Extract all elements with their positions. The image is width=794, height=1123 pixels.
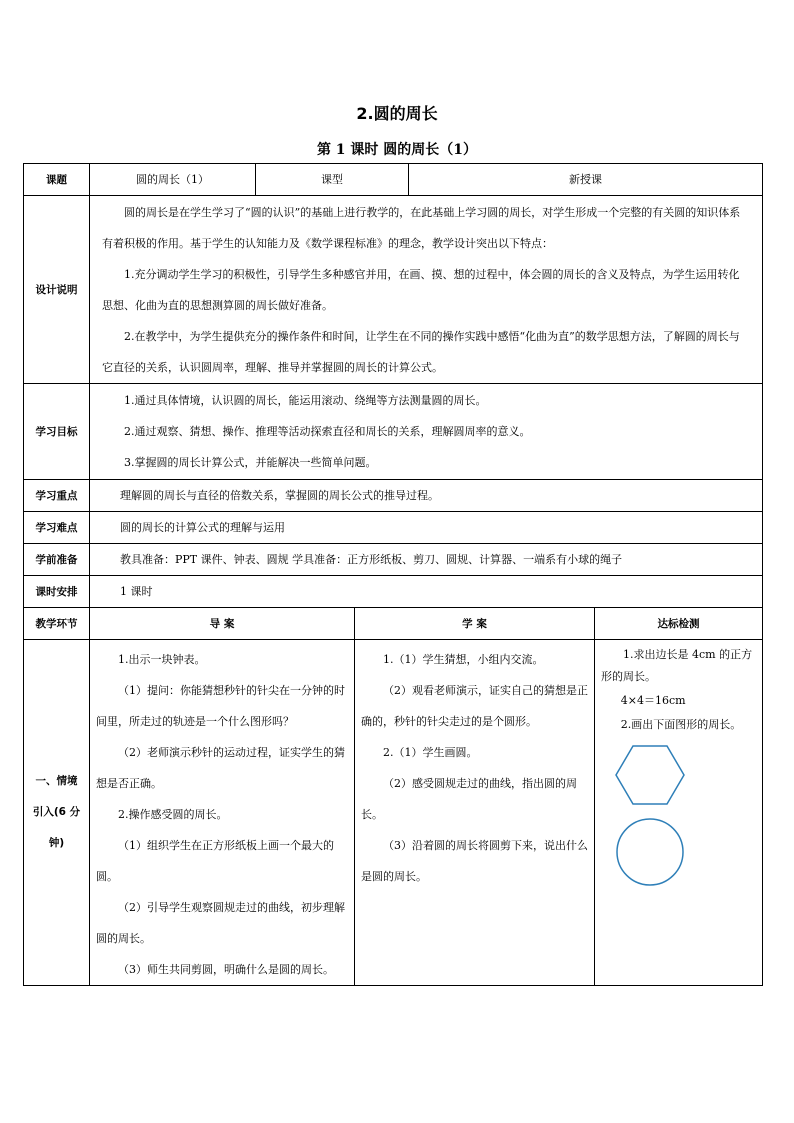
study-column-header: 学 案 <box>355 608 595 640</box>
guide-column-header: 导 案 <box>90 608 355 640</box>
study-line: （2）感受圆规走过的曲线，指出圆的周长。 <box>361 777 577 821</box>
hexagon-shape <box>616 746 684 804</box>
topic-value: 圆的周长（1） <box>90 164 256 196</box>
guide-line: 2.操作感受圆的周长。 <box>118 808 228 821</box>
lesson-plan-table <box>23 163 763 986</box>
goal-item: 1.通过具体情境，认识圆的周长，能运用滚动、绕绳等方法测量圆的周长。 <box>124 394 487 407</box>
key-row <box>24 480 763 512</box>
goal-item: 3.掌握圆的周长计算公式，并能解决一些简单问题。 <box>124 456 377 469</box>
type-value: 新授课 <box>409 164 763 196</box>
column-header-row <box>24 608 763 640</box>
stage-line: 引入(6 分 <box>32 806 81 818</box>
goals-row <box>24 384 763 480</box>
check-answer-1: 4×4＝16cm <box>620 694 686 707</box>
section-row <box>24 640 763 986</box>
study-cell <box>355 640 595 986</box>
guide-line: （2）引导学生观察圆规走过的曲线，初步理解圆的周长。 <box>96 901 345 945</box>
document-title: 2.圆的周长 <box>356 104 438 123</box>
design-paragraph: 圆的周长是在学生学习了“圆的认识”的基础上进行教学的，在此基础上学习圆的周长，对学生形成一个完整的有关圆的知识体系有着积极的作用。基于学生的认知能力及《数学课程标准》的理念，教学设计突出以下特点： <box>102 205 741 250</box>
design-row <box>24 196 763 384</box>
design-paragraph: 2.在教学中，为学生提供充分的操作条件和时间，让学生在不同的操作实践中感悟“化曲为直”的数学思想方法，了解圆的周长与它直径的关系，认识圆周率，理解、推导并掌握圆的周长的计算公式。 <box>102 329 740 374</box>
goals-content <box>90 384 763 480</box>
shapes-figure <box>605 736 745 886</box>
prep-row <box>24 544 763 576</box>
schedule-text: 1 课时 <box>90 576 763 608</box>
difficulty-label: 学习难点 <box>24 512 90 544</box>
guide-line: 1.出示一块钟表。 <box>118 653 206 666</box>
goals-label: 学习目标 <box>24 384 90 480</box>
design-content <box>90 196 763 384</box>
guide-line: （3）师生共同剪圆，明确什么是圆的周长。 <box>118 963 334 976</box>
lesson-subtitle: 第 1 课时 圆的周长（1） <box>316 142 478 158</box>
guide-line: （1）提问：你能猜想秒针的针尖在一分钟的时间里，所走过的轨迹是一个什么图形吗？ <box>96 684 345 728</box>
study-line: （3）沿着圆的周长将圆剪下来，说出什么是圆的周长。 <box>361 839 588 883</box>
difficulty-text: 圆的周长的计算公式的理解与运用 <box>90 512 763 544</box>
guide-line: （2）老师演示秒针的运动过程，证实学生的猜想是否正确。 <box>96 746 345 790</box>
study-line: 2.（1）学生画圆。 <box>383 746 478 759</box>
difficulty-row <box>24 512 763 544</box>
check-column-header: 达标检测 <box>595 608 763 640</box>
prep-text: 教具准备：PPT 课件、钟表、圆规 学具准备：正方形纸板、剪刀、圆规、计算器、一端系有小球的绳子 <box>90 544 763 576</box>
stage-cell <box>24 640 90 986</box>
guide-line: （1）组织学生在正方形纸板上画一个最大的圆。 <box>96 839 334 883</box>
circle-shape <box>617 819 683 885</box>
stage-line: 一、情境 <box>35 775 78 787</box>
schedule-row <box>24 576 763 608</box>
study-line: 1.（1）学生猜想，小组内交流。 <box>383 653 544 666</box>
key-label: 学习重点 <box>24 480 90 512</box>
design-label: 设计说明 <box>24 196 90 384</box>
schedule-label: 课时安排 <box>24 576 90 608</box>
check-question-2: 2.画出下面图形的周长。 <box>620 718 742 731</box>
check-question-1: 1.求出边长是 4cm 的正方形的周长。 <box>601 648 753 683</box>
stage-column-header: 教学环节 <box>24 608 90 640</box>
key-text: 理解圆的周长与直径的倍数关系，掌握圆的周长公式的推导过程。 <box>90 480 763 512</box>
design-paragraph: 1.充分调动学生学习的积极性，引导学生多种感官并用，在画、摸、想的过程中，体会圆的周长的含义及特点，为学生运用转化思想、化曲为直的思想测算圆的周长做好准备。 <box>102 267 740 312</box>
guide-cell <box>90 640 355 986</box>
topic-row <box>24 164 763 196</box>
stage-line: 钟) <box>48 837 65 849</box>
study-line: （2）观看老师演示，证实自己的猜想是正确的，秒针的针尖走过的是个圆形。 <box>361 684 588 728</box>
check-cell <box>595 640 763 986</box>
type-label: 课型 <box>256 164 409 196</box>
prep-label: 学前准备 <box>24 544 90 576</box>
goal-item: 2.通过观察、猜想、操作、推理等活动探索直径和周长的关系，理解圆周率的意义。 <box>124 425 531 438</box>
topic-label: 课题 <box>24 164 90 196</box>
